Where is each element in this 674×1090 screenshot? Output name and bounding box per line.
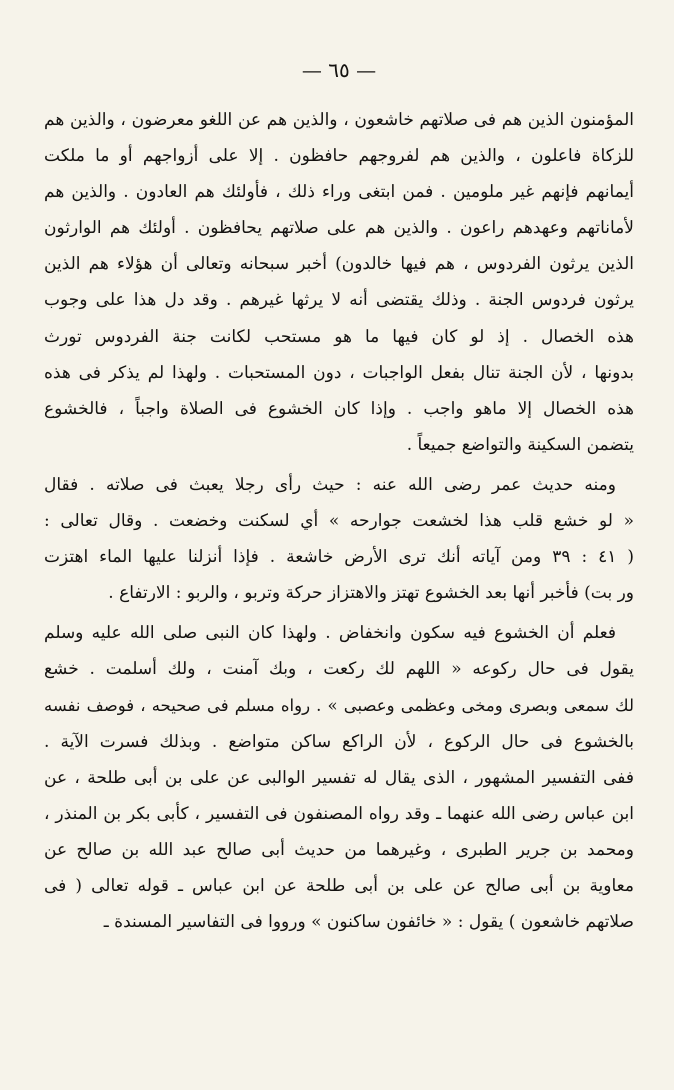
paragraph [44,615,634,940]
text-line: هذه الخصال . إذ لو كان فيها ما هو مستحب لكانت جنة الفردوس تورث [44,326,634,347]
text-line: الذين يرثون الفردوس ، هم فيها خالدون) أخبر سبحانه وتعالى أن هؤلاء هم الذين [44,254,634,275]
paragraph [44,102,634,463]
text-line: ففى التفسير المشهور ، الذى يقال له تفسير الوالبى عن على بن أبى طلحة ، عن [44,767,634,788]
text-line: صلاتهم خاشعون ) يقول : « خائفون ساكنون » ورووا فى التفاسير المسندة ـ [103,912,634,933]
page-body [44,102,634,940]
text-line: بالخشوع فى حال الركوع ، لأن الراكع ساكن متواضع . وبذلك فسرت الآية . [44,731,634,752]
paragraph [44,467,634,611]
text-line: ور بت) فأخبر أنها بعد الخشوع تهتز والاهتزاز حركة وتربو ، والربو : الارتفاع . [108,583,634,604]
text-line: ابن عباس رضى الله عنهما ـ وقد رواه المصنفون فى التفسير ، كأبى بكر بن المنذر ، [44,803,634,824]
text-line: لك سمعى وبصرى ومخى وعظمى وعصبى » . رواه مسلم فى صحيحه ، فوصف نفسه [44,695,634,715]
text-line: « لو خشع قلب هذا لخشعت جوارحه » أي لسكنت وخضعت . وقال تعالى : [44,511,634,532]
text-line: يتضمن السكينة والتواضع جميعاً . [406,434,634,455]
text-line: المؤمنون الذين هم فى صلاتهم خاشعون ، والذين هم عن اللغو معرضون ، والذين هم [44,110,634,130]
page-number: — ٦٥ — [301,58,377,82]
text-line: لأماناتهم وعهدهم راعون . والذين هم على صلاتهم يحافظون . أولئك هم الوارثون [44,218,634,239]
text-line: هذه الخصال إلا ماهو واجب . وإذا كان الخشوع فى الصلاة واجباً ، فالخشوع [44,398,634,419]
text-line: ومنه حديث عمر رضى الله عنه : حيث رأى رجلا يعبث فى صلاته . فقال [44,474,616,495]
text-line: يقول فى حال ركوعه « اللهم لك ركعت ، وبك آمنت ، ولك أسلمت . خشع [44,659,634,680]
text-line: ( ٤١ : ٣٩ ومن آياته أنك ترى الأرض خاشعة . فإذا أنزلنا عليها الماء اهتزت [44,547,634,568]
text-line: فعلم أن الخشوع فيه سكون وانخفاض . ولهذا كان النبى صلى الله عليه وسلم [44,623,616,644]
text-line: بدونها ، لأن الجنة تنال بفعل الواجبات ، دون المستحبات . ولهذا لم يذكر فى هذه [44,362,634,383]
text-line: للزكاة فاعلون ، والذين هم لفروجهم حافظون . إلا على أزواجهم أو ما ملكت [44,146,634,167]
text-line: ومحمد بن جرير الطبرى ، وغيرهما من حديث أبى صالح عبد الله بن صالح عن [44,839,634,860]
text-line: معاوية بن أبى صالح عن على بن أبى طلحة عن ابن عباس ـ قوله تعالى ( فى [44,875,634,896]
text-line: يرثون فردوس الجنة . وذلك يقتضى أنه لا يرثها غيرهم . وقد دل هذا على وجوب [44,290,634,311]
text-line: أيمانهم فإنهم غير ملومين . فمن ابتغى وراء ذلك ، فأولئك هم العادون . والذين هم [44,182,634,203]
